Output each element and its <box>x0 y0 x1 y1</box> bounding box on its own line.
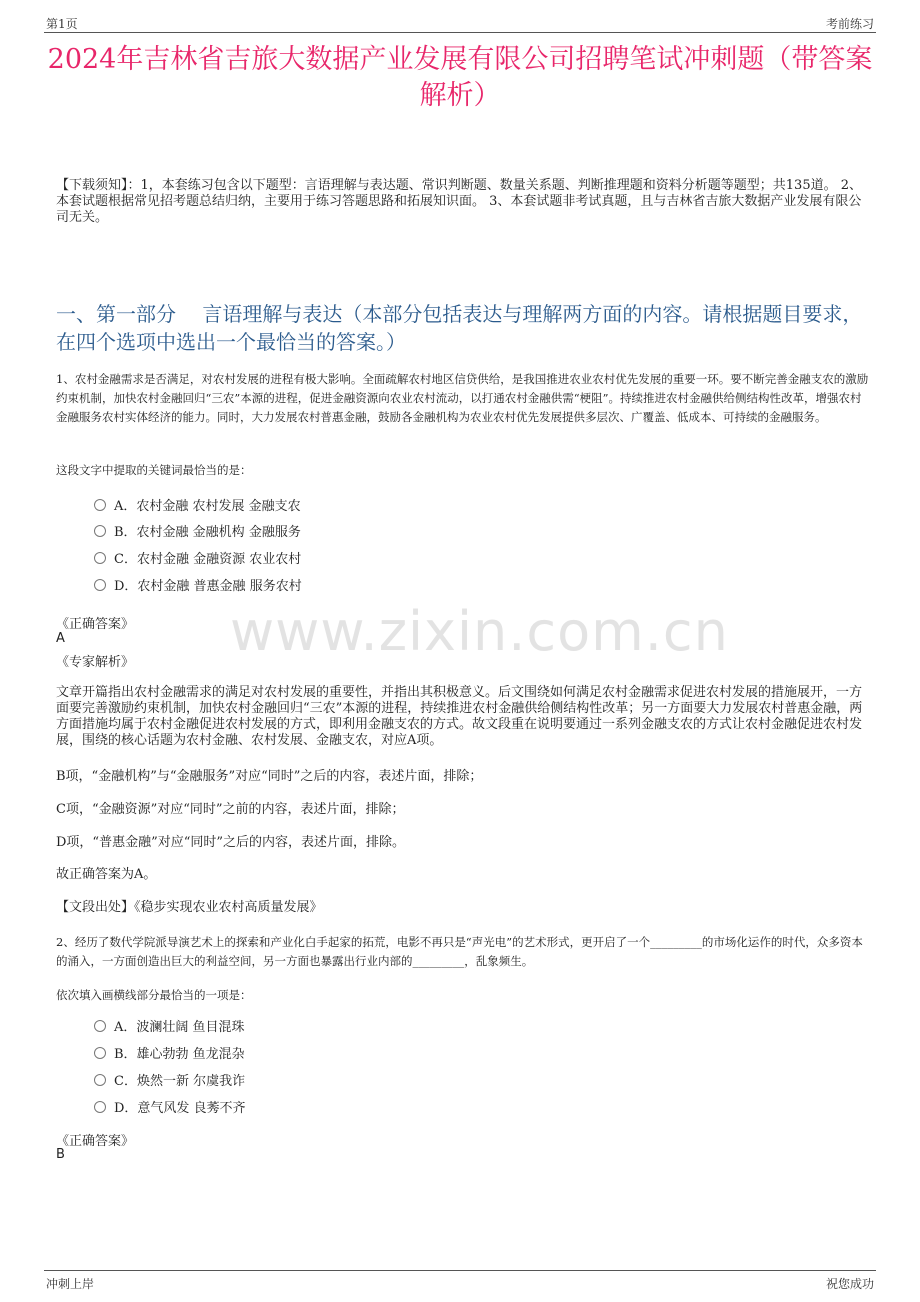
radio-icon[interactable] <box>94 552 106 564</box>
q1-option-d[interactable]: D．农村金融 普惠金融 服务农村 <box>94 577 302 597</box>
q1-prompt: 这段文字中提取的关键词最恰当的是： <box>56 463 252 477</box>
q2-answer: B <box>56 1147 65 1162</box>
q1-analysis-main: 文章开篇指出农村金融需求的满足对农村发展的重要性，并指出其积极意义。后文围绕如何满足农村金融需求促进农村发展的措施展开，一方面要完善激励约束机制，加快农村金融回归“三农”本源的进程，持续推进农村金融供给侧结构性改革；另一方面要大力发展农村普惠金融，两方面措施均属于农村金融促进农村发展的方式，即利用金融支农的方式。故文段重在说明要通过一系列金融支农的方式让农村金融促进农村发展，围绕的核心话题为农村金融、农村发展、金融支农，对应A项。 <box>56 685 863 748</box>
radio-icon[interactable] <box>94 1074 106 1086</box>
q1-option-c[interactable]: C．农村金融 金融资源 农业农村 <box>94 550 301 570</box>
q1-conclusion: 故正确答案为A。 <box>56 867 157 882</box>
q1-option-a[interactable]: A．农村金融 农村发展 金融支农 <box>94 497 301 517</box>
page-header <box>44 10 876 33</box>
q1-analysis-label: 《专家解析》 <box>56 655 135 670</box>
q2-option-d[interactable]: D．意气风发 良莠不齐 <box>94 1099 246 1119</box>
q1-analysis-c: C项，“金融资源”对应“同时”之前的内容，表述片面，排除； <box>56 802 405 817</box>
q1-analysis-b: B项，“金融机构”与“金融服务”对应“同时”之后的内容，表述片面，排除； <box>56 769 483 784</box>
q1-answer: A <box>56 631 65 646</box>
q1-text: 1、农村金融需求是否满足，对农村发展的进程有极大影响。全面疏解农村地区信贷供给，是我国推进农业农村优先发展的重要一环。要不断完善金融支农的激励约束机制，加快农村金融回归“三农”本源的进程，促进金融资源向农业农村流动，以打通农村金融供需“梗阻”。持续推进农村金融供给侧结构性改革，增强农村金融服务农村实体经济的能力。同时，大力发展农村普惠金融，鼓励各金融机构为农业农村优先发展提供多层次、广覆盖、低成本、可持续的金融服务。 <box>56 372 869 424</box>
document-title: 2024年吉林省吉旅大数据产业发展有限公司招聘笔试冲刺题（带答案解析） <box>47 44 873 111</box>
q1-option-b[interactable]: B．农村金融 金融机构 金融服务 <box>94 523 301 543</box>
radio-icon[interactable] <box>94 1047 106 1059</box>
q2-option-a[interactable]: A．波澜壮阔 鱼目混珠 <box>94 1018 245 1038</box>
radio-icon[interactable] <box>94 525 106 537</box>
footer-right-label: 祝您成功 <box>825 1277 874 1291</box>
radio-icon[interactable] <box>94 1020 106 1032</box>
q1-analysis-d: D项，“普惠金融”对应“同时”之后的内容，表述片面，排除。 <box>56 835 406 850</box>
q2-answer-label: 《正确答案》 <box>56 1134 135 1149</box>
page-number: 第1页 <box>46 17 78 31</box>
download-notice: 【下载须知】：1，本套练习包含以下题型：言语理解与表达题、常识判断题、数量关系题、判断推理题和资料分析题等题型；共135道。 2、本套试题根据常见招考题总结归纳，主要用于练习答题思路和拓展知识面。 3、本套试题非考试真题，且与吉林省吉旅大数据产业发展有限公司无关。 <box>56 178 862 225</box>
watermark: www.zixin.com.cn <box>230 600 729 663</box>
radio-icon[interactable] <box>94 499 106 511</box>
footer-left-label: 冲刺上岸 <box>46 1277 95 1291</box>
section-title: 一、第一部分 言语理解与表达（本部分包括表达与理解两方面的内容。请根据题目要求，在四个选项中选出一个最恰当的答案。） <box>56 302 863 354</box>
q2-option-c[interactable]: C．焕然一新 尔虞我诈 <box>94 1072 245 1092</box>
q2-option-b[interactable]: B．雄心勃勃 鱼龙混杂 <box>94 1045 245 1065</box>
q1-answer-label: 《正确答案》 <box>56 617 135 632</box>
q1-source: 【文段出处】《稳步实现农业农村高质量发展》 <box>56 900 323 915</box>
page-footer <box>44 1270 876 1293</box>
radio-icon[interactable] <box>94 579 106 591</box>
radio-icon[interactable] <box>94 1101 106 1113</box>
q2-prompt: 依次填入画横线部分最恰当的一项是： <box>56 988 252 1002</box>
q2-text: 2、经历了数代学院派导演艺术上的探索和产业化白手起家的拓荒，电影不再只是“声光电”的艺术形式，更开启了一个_________的市场化运作的时代，众多资本的涌入，一方面创造出巨大的利益空间，另一方面也暴露出行业内部的_________，乱象频生。 <box>56 935 863 968</box>
header-right-label: 考前练习 <box>825 17 874 31</box>
